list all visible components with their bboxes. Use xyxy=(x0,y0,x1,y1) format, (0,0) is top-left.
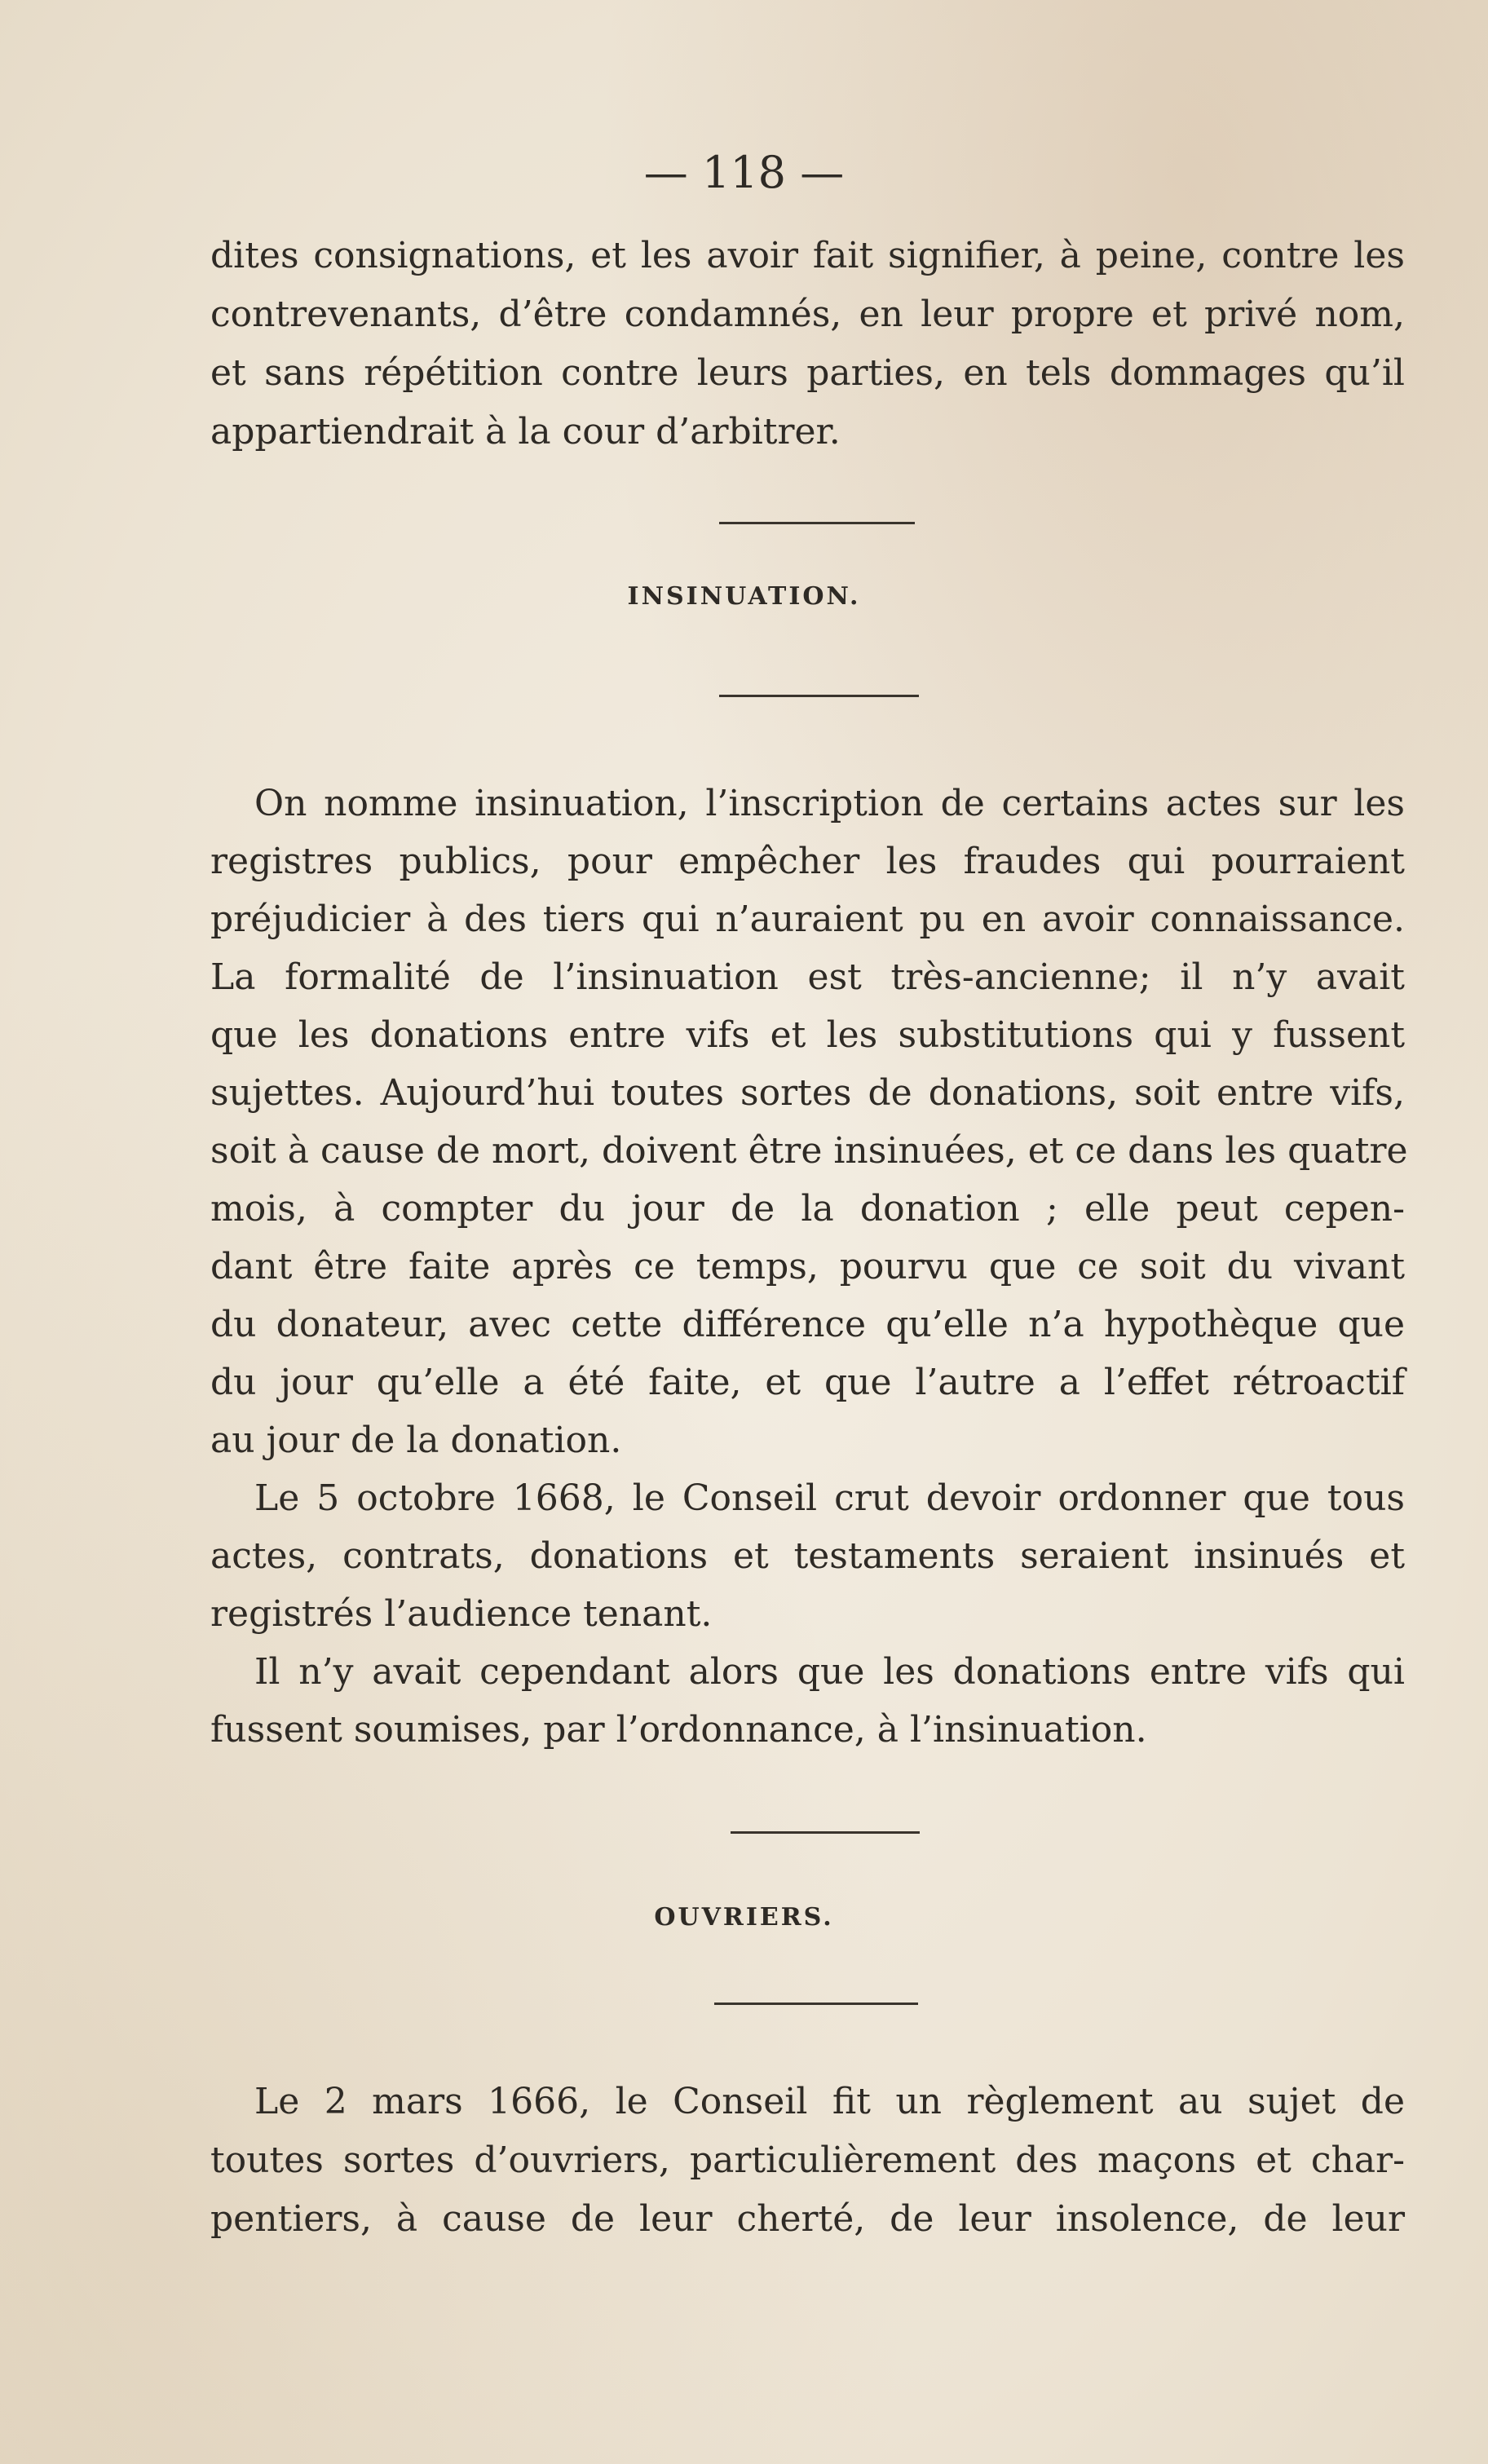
text-line: Il n’y avait cependant alors que les donations entre vifs qui xyxy=(254,1651,1405,1693)
section-heading-ouvriers: OUVRIERS. xyxy=(654,1903,834,1932)
text-line: actes, contrats, donations et testaments seraient insinués et xyxy=(210,1535,1405,1577)
section-rule-bottom xyxy=(714,2003,918,2005)
text-line: du jour qu’elle a été faite, et que l’autre a l’effet rétroactif xyxy=(210,1362,1405,1403)
text-line: On nomme insinuation, l’inscription de certains actes sur les xyxy=(254,783,1405,824)
text-line: que les donations entre vifs et les substitutions qui y fussent xyxy=(210,1014,1405,1056)
text-line: registrés l’audience tenant. xyxy=(210,1593,713,1635)
section-rule-bottom xyxy=(719,695,919,697)
page-number: — 118 — xyxy=(643,147,845,198)
text-line: Le 2 mars 1666, le Conseil fit un règlement au sujet de xyxy=(254,2081,1405,2122)
section-heading-insinuation: INSINUATION. xyxy=(627,582,861,611)
text-line: contrevenants, d’être condamnés, en leur propre et privé nom, xyxy=(210,294,1405,335)
text-line: au jour de la donation. xyxy=(210,1420,622,1461)
text-line: toutes sortes d’ouvriers, particulièrement des maçons et char- xyxy=(210,2139,1405,2181)
text-line: soit à cause de mort, doivent être insinuées, et ce dans les quatre xyxy=(210,1130,1408,1172)
text-line: fussent soumises, par l’ordonnance, à l’insinuation. xyxy=(210,1709,1147,1751)
text-line: mois, à compter du jour de la donation ; elle peut cepen- xyxy=(210,1188,1405,1230)
text-line: registres publics, pour empêcher les fraudes qui pourraient xyxy=(210,841,1405,882)
text-line: et sans répétition contre leurs parties, en tels dommages qu’il xyxy=(210,352,1405,394)
text-line: du donateur, avec cette différence qu’elle n’a hypothèque que xyxy=(210,1304,1405,1345)
text-line: appartiendrait à la cour d’arbitrer. xyxy=(210,411,841,453)
text-line: dant être faite après ce temps, pourvu que ce soit du vivant xyxy=(210,1246,1405,1287)
text-line: La formalité de l’insinuation est très-ancienne; il n’y avait xyxy=(210,956,1405,998)
section-rule-top xyxy=(719,522,915,524)
text-line: sujettes. Aujourd’hui toutes sortes de donations, soit entre vifs, xyxy=(210,1072,1405,1114)
text-line: dites consignations, et les avoir fait signifier, à peine, contre les xyxy=(210,235,1405,276)
text-line: pentiers, à cause de leur cherté, de leur insolence, de leur xyxy=(210,2198,1405,2240)
text-line: Le 5 octobre 1668, le Conseil crut devoir ordonner que tous xyxy=(254,1477,1405,1519)
text-line: préjudicier à des tiers qui n’auraient pu en avoir connaissance. xyxy=(210,899,1405,940)
section-rule-top xyxy=(731,1831,920,1834)
